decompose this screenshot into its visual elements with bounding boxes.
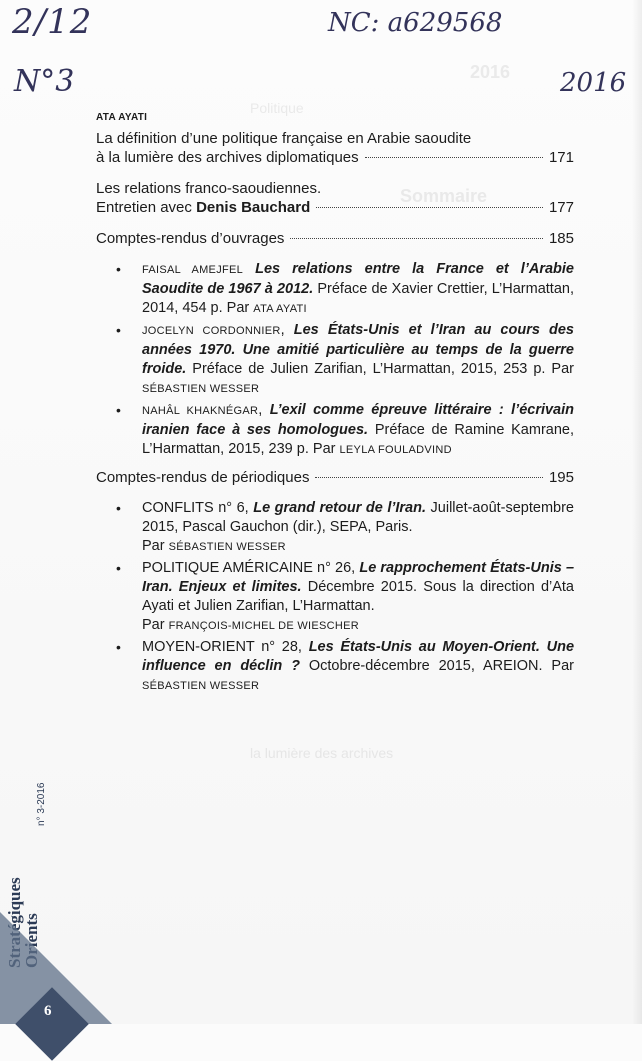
reviewer-name: SÉBASTIEN WESSER — [142, 680, 260, 692]
review-book-author: JOCELYN CORDONNIER — [142, 325, 281, 337]
bullet: • — [116, 639, 121, 655]
toc-entry-comptes-rendus-periodiques — [96, 468, 574, 487]
reviewer-name: SÉBASTIEN WESSER — [168, 541, 286, 553]
bleed-through-text: la lumière des archives — [250, 745, 394, 761]
toc-entry-title-line: Les relations franco-saoudiennes. — [96, 180, 322, 197]
list-item: • NAHÂL KHAKNÉGAR, L’exil comme épreuve littéraire : l’écrivain iranien face à ses homologues. Préface de Ramine Kamrane, L’Harmattan, 2015, 239 p. Par LEYLA FOULADVIND — [116, 402, 575, 457]
bleed-through-text: 2016 — [470, 62, 511, 82]
interview-prefix: Entretien avec — [96, 199, 197, 216]
review-book-details: Préface de Xavier Crettier, L’Harmattan, 2014, 454 p. Par — [142, 281, 574, 316]
dot-leader — [365, 157, 543, 158]
list-item — [96, 499, 574, 557]
periodical-details: Octobre-décembre 2015, AREION. — [299, 658, 543, 674]
review-book-author: NAHÂL KHAKNÉGAR — [142, 405, 259, 417]
bullet: • — [116, 560, 121, 576]
review-book-details: Préface de Julien Zarifian, L’Harmattan, 2015, 253 p. Par — [186, 361, 574, 377]
bullet: • — [116, 261, 121, 277]
page-edge-shadow — [632, 0, 642, 1024]
toc-entry-row — [96, 468, 574, 487]
byline-prefix: Par — [542, 658, 574, 674]
periodical-name: POLITIQUE AMÉRICAINE n° 26, — [142, 560, 356, 576]
toc-entry-title-line: Comptes-rendus de périodiques — [96, 469, 310, 486]
dot-leader — [316, 207, 543, 208]
bleed-through-text: Politique — [250, 100, 304, 116]
periodical-title: Le rapprochement États-Unis – Iran. Enjeux et limites. — [142, 560, 575, 595]
periodical-details: Juillet-août-septembre 2015, Pascal Gauchon (dir.), SEPA, Paris. — [142, 500, 574, 535]
periodical-details: Décembre 2015. Sous la direction d’Ata Ayati et Julien Zarifian, L’Harmattan. — [142, 579, 574, 614]
bleed-through-text: Sommaire — [400, 186, 488, 206]
handwritten-note-212: 2/12 — [12, 2, 93, 42]
list-item — [96, 559, 574, 636]
reviewer-name: FRANÇOIS-MICHEL DE WIESCHER — [168, 620, 360, 632]
toc-entry-row — [96, 148, 574, 167]
byline-prefix: Par — [142, 538, 169, 554]
handwritten-call-number: NC: a629568 — [328, 8, 503, 38]
toc-entry-title-line — [96, 198, 310, 217]
periodical-title: Le grand retour de l’Iran. — [253, 500, 427, 516]
periodical-name: CONFLITS n° 6, — [142, 500, 249, 516]
journal-title-line: Stratégiques — [5, 877, 24, 968]
reviewer-name: ATA AYATI — [253, 303, 307, 315]
toc-entry-politique-francaise — [96, 129, 574, 167]
page-number: 195 — [548, 469, 574, 486]
toc-entry-row — [96, 198, 574, 217]
list-item — [96, 260, 574, 319]
reviewer-name: SÉBASTIEN WESSER — [142, 383, 260, 395]
dot-leader — [315, 477, 543, 478]
list-item: • JOCELYN CORDONNIER, Les États-Unis et l’Iran au cours des années 1970. Une amitié particulière au temps de la guerre froide. Préface de Julien Zarifian, L’Harmattan, 2015, 253 p. Par SÉBASTIEN WESSER — [116, 322, 574, 395]
page-number: 185 — [548, 230, 574, 247]
table-of-contents — [96, 112, 574, 704]
bullet: • — [116, 402, 121, 418]
toc-entry-title-line: à la lumière des archives diplomatiques — [96, 149, 359, 166]
bullet: • — [116, 322, 121, 338]
interviewee-name: Denis Bauchard — [196, 199, 311, 216]
toc-entry-title-line: La définition d’une politique française en Arabie saoudite — [96, 130, 472, 147]
review-book-title: Les relations entre la France et l’Arabie Saoudite de 1967 à 2012. — [142, 261, 574, 297]
review-book-title: L’exil comme épreuve littéraire : l’écrivain iranien face à ses homologues. — [142, 402, 575, 438]
page-number: 171 — [548, 149, 574, 166]
dot-leader — [290, 238, 543, 239]
review-book-details: Préface de Ramine Kamrane, L’Harmattan, 2015, 239 p. Par — [142, 422, 574, 457]
review-book-title: Les États-Unis et l’Iran au cours des années 1970. Une amitié particulière au temps de la guerre froide. — [142, 322, 574, 377]
bullet: • — [116, 500, 121, 516]
toc-entry-title-line: Comptes-rendus d’ouvrages — [96, 230, 285, 247]
handwritten-year: 2016 — [560, 68, 627, 98]
page-number: 177 — [548, 199, 574, 216]
toc-entry-comptes-rendus-ouvrages — [96, 229, 574, 248]
review-book-author: FAISAL AMEJFEL — [142, 264, 244, 276]
book-review-list — [96, 260, 574, 460]
periodical-name: MOYEN-ORIENT n° 28, — [142, 639, 302, 655]
journal-title-line: Orients — [22, 913, 41, 968]
byline-prefix: Par — [142, 617, 169, 633]
toc-entry-relations-franco-saoudiennes — [96, 179, 574, 217]
folio-page-number: 6 — [44, 1003, 52, 1019]
periodical-review-list — [96, 499, 574, 696]
list-item — [96, 638, 574, 696]
toc-entry-row — [96, 229, 574, 248]
review-byline — [142, 616, 574, 636]
reviewer-name: LEYLA FOULADVIND — [339, 444, 452, 456]
periodical-title: Les États-Unis au Moyen-Orient. Une influence en déclin ? — [142, 639, 575, 674]
review-byline — [142, 537, 574, 557]
issue-label: n° 3-2016 — [36, 782, 47, 826]
section-author: ATA AYATI — [96, 112, 148, 123]
handwritten-issue-number: N°3 — [14, 64, 75, 99]
